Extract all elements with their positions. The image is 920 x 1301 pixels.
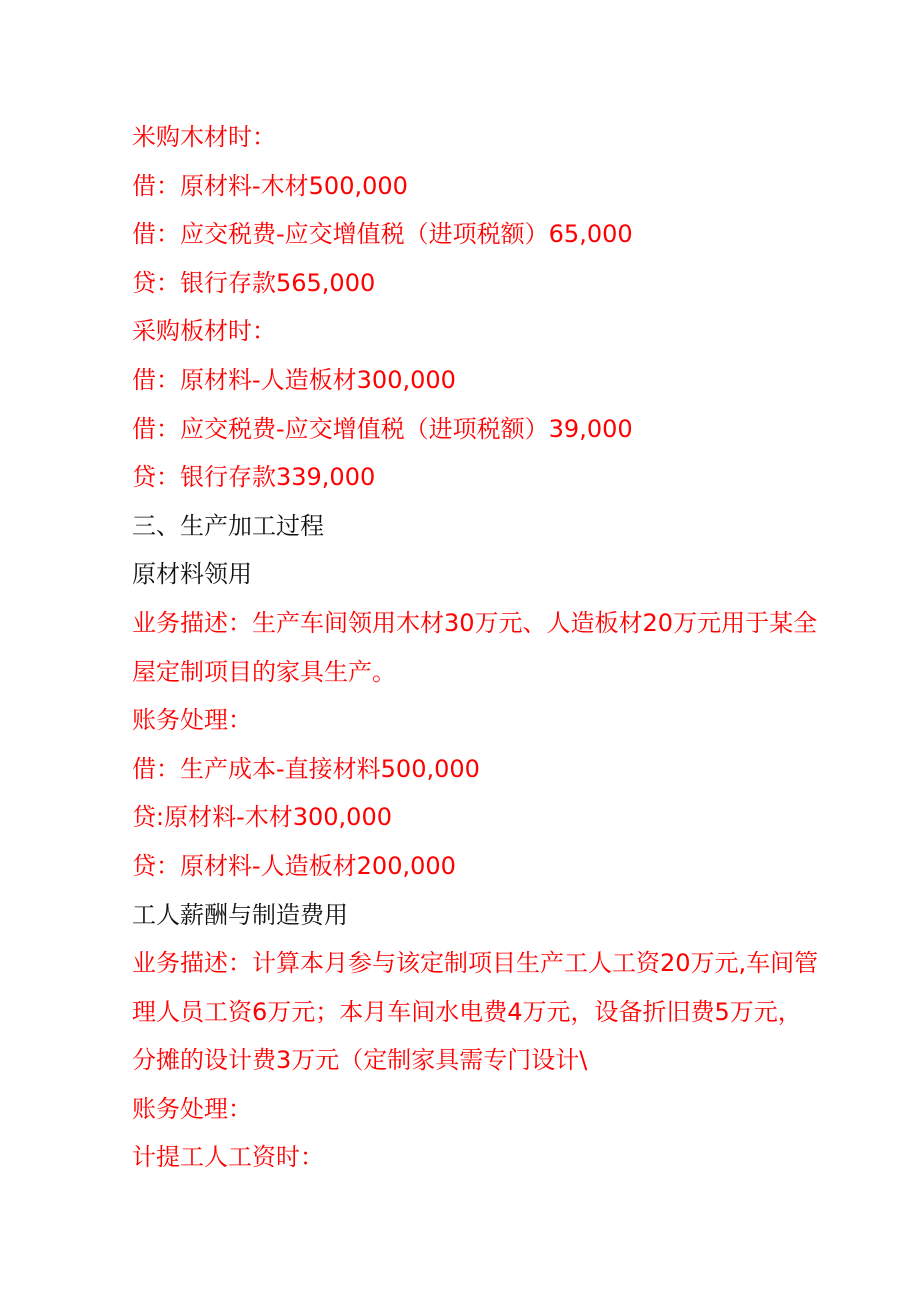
entry-debit-raw-material-board: 借：原材料-人造板材300,000	[132, 365, 456, 394]
section-title-production: 三、生产加工过程	[132, 511, 324, 540]
entry-credit-raw-material-board: 贷：原材料-人造板材200,000	[132, 851, 456, 880]
entry-credit-bank-deposit: 贷：银行存款565,000	[132, 268, 376, 297]
entry-credit-bank-deposit-board: 贷：银行存款339,000	[132, 463, 376, 492]
entry-debit-raw-material-wood: 借：原材料-木材500,000	[132, 171, 408, 200]
accounting-treatment-label-2: 账务处理：	[132, 1094, 252, 1123]
subsection-title-material-requisition: 原材料领用	[132, 560, 252, 589]
entry-credit-raw-material-wood: 贷:原材料-木材300,000	[132, 803, 392, 832]
subsection-title-wages-overhead: 工人薪酬与制造费用	[132, 900, 348, 929]
heading-accrue-wages: 计提工人工资时：	[132, 1143, 324, 1172]
entry-debit-input-vat: 借：应交税费-应交增值税（进项税额）65,000	[132, 220, 633, 249]
wages-description-line-1: 业务描述：计算本月参与该定制项目生产工人工资20万元,车间管	[132, 949, 819, 978]
business-description-line-2: 屋定制项目的家具生产。	[132, 657, 396, 686]
document-body	[132, 113, 819, 1182]
wages-description-line-2: 理人员工资6万元；本月车间水电费4万元，设备折旧费5万元，	[132, 997, 802, 1026]
entry-debit-production-cost: 借：生产成本-直接材料500,000	[132, 754, 480, 783]
entry-debit-input-vat-board: 借：应交税费-应交增值税（进项税额）39,000	[132, 414, 633, 443]
business-description-line-1: 业务描述：生产车间领用木材30万元、人造板材20万元用于某全	[132, 608, 818, 637]
heading-purchase-board: 采购板材时：	[132, 317, 276, 346]
heading-purchase-wood: 米购木材时：	[132, 123, 276, 151]
wages-description-line-3: 分摊的设计费3万元（定制家具需专门设计\	[132, 1046, 588, 1075]
accounting-treatment-label: 账务处理：	[132, 706, 252, 735]
